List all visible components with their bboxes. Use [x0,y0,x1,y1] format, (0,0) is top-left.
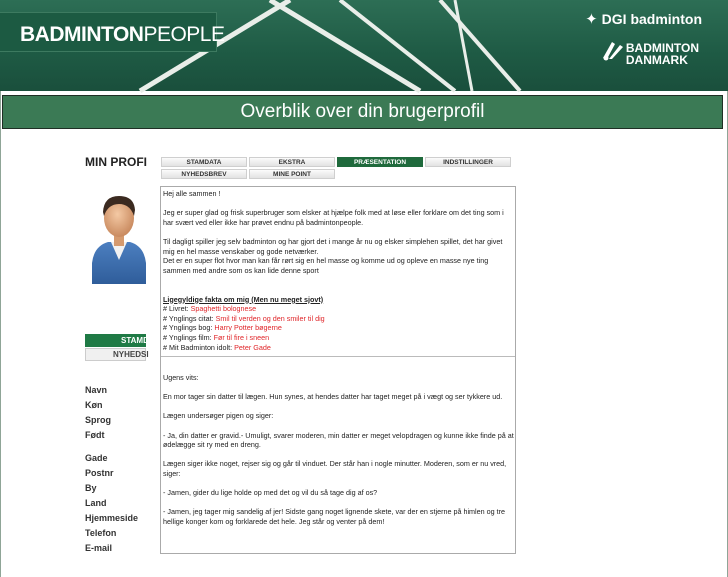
daily-text: Til dagligt spiller jeg selv badminton og har gjort det i mange år nu og elsker simplehen spillet, det har givet mig en hel masse venskaber og gode netværker. [163,236,503,256]
fact-item [163,343,515,353]
joke-paragraph: - Jamen, jeg tager mig sandelig af jer! Sidste gang noget lignende skete, var der en stjerne på himlen og tre hellige konger kom og forklarede det hele. Jeg står og venter på dem! [163,507,506,526]
tab-indstillinger[interactable]: INDSTILLINGER [425,157,511,167]
sport-text: Det er en super flot hvor man kan får rørt sig en hel masse og komme ud og opleve en masse nye ting sammen med andre som os kan lide denne sport [163,256,489,275]
fact-value: Harry Potter bøgerne [214,323,282,333]
field-label-sprog: Sprog [85,415,111,425]
field-label-hjemmeside: Hjemmeside [85,513,139,523]
field-label-koen: Køn [85,400,103,410]
left-tab-nyhedsbrev[interactable]: NYHEDSI [85,348,146,361]
profile-heading: MIN PROFI [85,155,147,169]
joke-paragraph: - Jamen, gider du lige holde op med det og vil du så tage dig af os? [163,488,378,498]
fact-label: # Mit Badminton idolt: [163,342,235,352]
joke-paragraph: En mor tager sin datter til lægen. Hun synes, at hendes datter har taget meget på i vægt og ser tykkere ud. [163,392,503,402]
badminton-danmark-logo[interactable] [626,42,699,66]
fact-item [163,314,515,324]
field-label-email: E-mail [85,543,113,553]
page-title-bar [2,95,723,129]
fact-value: Peter Gade [234,342,271,352]
tab-mine-point[interactable]: MINE POINT [249,169,335,179]
intro-text: Jeg er super glad og frisk superbruger som elsker at hjælpe folk med at løse eller forklare om det ting som i har svært ved eller ikke har prøvet endnu på badmintonpeople. [163,208,504,227]
dgi-label: DGI badminton [601,11,702,27]
fact-value: Før til fire i sneen [213,332,270,342]
fact-label: # Ynglings bog: [163,323,215,333]
field-label-land: Land [85,498,107,508]
tab-stamdata[interactable]: STAMDATA [161,157,247,167]
facts-heading: Ligegyldige fakta om mig (Men nu meget sjovt) [163,294,324,304]
badmintonpeople-logo[interactable] [0,12,225,52]
field-label-by: By [85,483,97,493]
shuttlecock-icon [600,38,626,60]
fact-item [163,333,515,343]
user-avatar [90,188,148,284]
tab-nyhedsbrev[interactable]: NYHEDSBREV [161,169,247,179]
presentation-content [160,186,516,554]
fact-label: # Livret: [163,304,191,314]
profile-field-labels [85,385,138,558]
logo-light: PEOPLE [143,23,225,46]
content-divider [161,356,515,357]
field-label-gade: Gade [85,453,108,463]
joke-heading: Ugens vits: [163,373,199,382]
fact-value: Smil til verden og den smiler til dig [215,313,325,323]
tab-praesentation[interactable]: PRÆSENTATION [337,157,423,167]
bd-line2: DANMARK [625,53,688,67]
page-title: Overblik over din brugerprofil [240,101,485,122]
greeting-text: Hej alle sammen ! [163,189,221,198]
logo-bold: BADMINTON [20,23,144,46]
joke-section [163,373,515,527]
joke-paragraph: Lægen siger ikke noget, rejser sig og går til vinduet. Der står han i nogle minutter. Moderen, som er nu vred, siger: [163,459,507,478]
field-label-navn: Navn [85,385,108,395]
field-label-telefon: Telefon [85,528,117,538]
presentation-section [163,189,515,352]
fact-item [163,323,515,333]
left-tab-stamdata[interactable]: STAMD [85,334,146,347]
fact-value: Spaghetti bolognese [190,304,257,314]
fact-label: # Ynglings citat: [163,313,216,323]
bd-line1: BADMINTON [625,41,699,55]
dgi-swirl-icon: ✦ [585,11,598,28]
fact-label: # Ynglings film: [163,332,214,342]
tab-ekstra[interactable]: EKSTRA [249,157,335,167]
fact-item [163,304,515,314]
page-border-left [0,91,1,577]
field-label-foedt: Født [85,430,105,440]
joke-paragraph: - Ja, din datter er gravid.- Umuligt, svarer moderen, min datter er meget velopdragen og kunne ikke finde på at ødelægge sit ry med en dreng. [163,430,514,450]
field-label-postnr: Postnr [85,468,114,478]
header-banner [0,0,728,91]
dgi-badminton-logo[interactable] [585,10,702,28]
joke-paragraph: Lægen undersøger pigen og siger: [163,411,274,421]
